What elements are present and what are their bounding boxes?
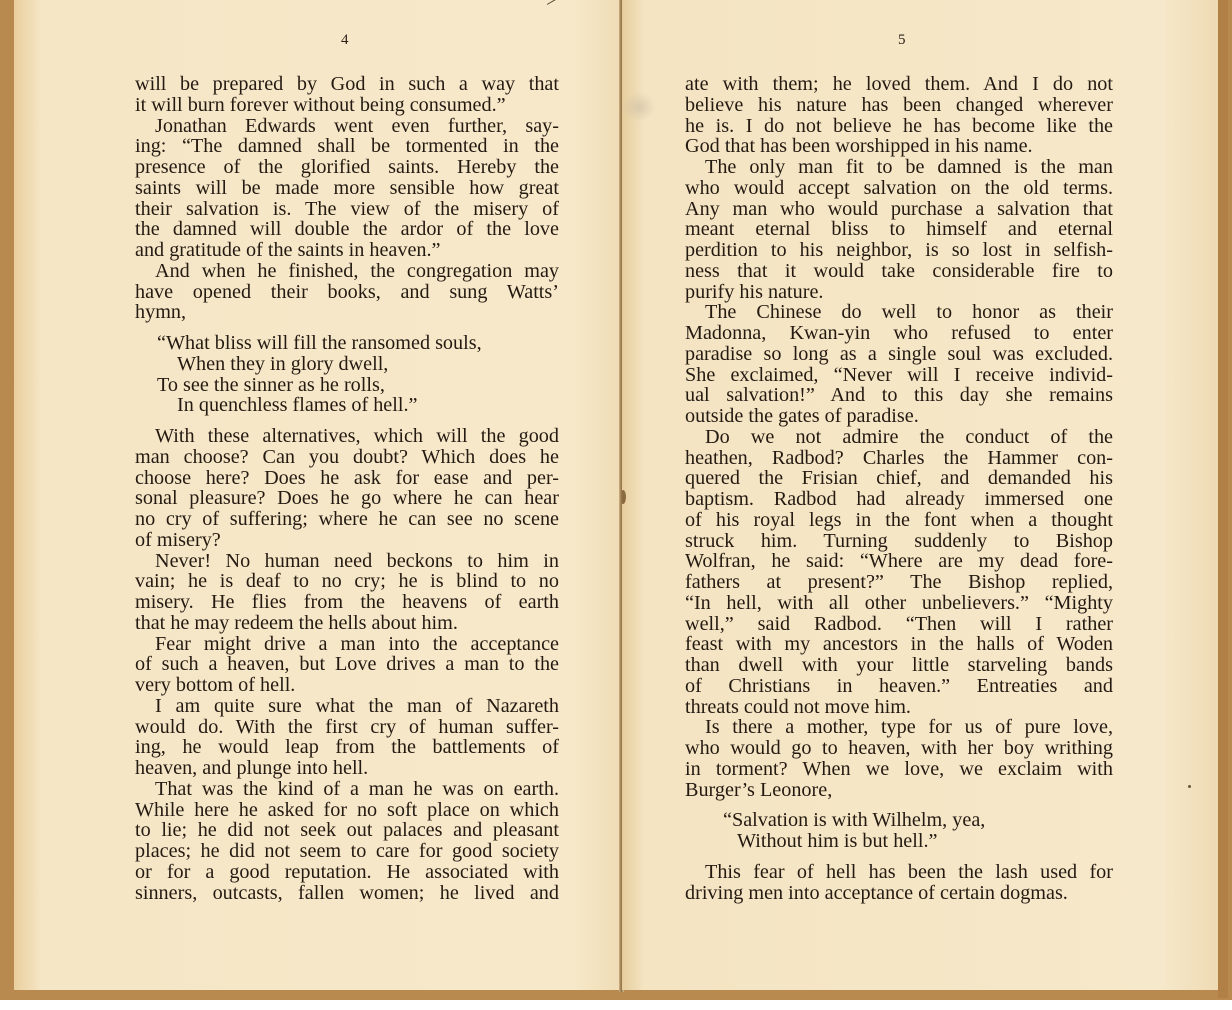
text-line: misery. He flies from the heavens of earth — [135, 591, 559, 613]
text-line: outside the gates of paradise. — [685, 405, 919, 427]
text-line: that he may redeem the hells about him. — [135, 611, 458, 634]
text-line: Fear might drive a man into the acceptance — [155, 632, 559, 655]
text-line: of Christians in heaven.” Entreaties and — [685, 674, 1113, 697]
text-line: driving men into acceptance of certain dogmas. — [685, 881, 1068, 904]
text-line: Madonna, Kwan-yin who refused to enter — [685, 322, 1113, 344]
verse-line: When they in glory dwell, — [177, 352, 389, 375]
text-line: With these alternatives, which will the good — [155, 425, 559, 447]
text-line: Never! No human need beckons to him in — [155, 549, 559, 572]
text-line: purify his nature. — [685, 280, 824, 303]
text-line: in torment? When we love, we exclaim with — [685, 757, 1113, 780]
text-line: I am quite sure what the man of Nazareth — [155, 694, 559, 717]
text-line: and gratitude of the saints in heaven.” — [135, 239, 441, 261]
text-line: it will burn forever without being consumed.” — [135, 93, 506, 116]
text-line: struck him. Turning suddenly to Bishop — [685, 529, 1113, 552]
text-line: hymn, — [135, 301, 187, 324]
text-line: This fear of hell has been the lash used for — [705, 860, 1113, 883]
text-line: no cry of suffering; where he can see no scene — [135, 508, 559, 530]
text-line: saints will be made more sensible how great — [135, 176, 559, 199]
text-line: Jonathan Edwards went even further, say- — [155, 114, 559, 137]
text-line: baptism. Radbod had already immersed one — [685, 488, 1113, 510]
text-line: God that has been worshipped in his name. — [685, 135, 1033, 158]
text-line: their salvation is. The view of the misery of — [135, 197, 559, 220]
text-line: heathen, Radbod? Charles the Hammer con- — [685, 446, 1113, 469]
text-line: well,” said Radbod. “Then will I rather — [685, 612, 1113, 635]
text-line: who would go to heaven, with her boy writhing — [685, 737, 1113, 759]
text-line: to lie; he did not seek out palaces and pleasant — [135, 819, 559, 842]
text-line: Any man who would purchase a salvation that — [685, 197, 1113, 220]
text-line: ing: “The damned shall be tormented in the — [135, 135, 559, 158]
verse-line: To see the sinner as he rolls, — [157, 373, 385, 396]
text-line: Wolfran, he said: “Where are my dead fore- — [685, 550, 1113, 573]
text-line: man choose? Can you doubt? Which does he — [135, 445, 559, 468]
text-line: That was the kind of a man he was on earth. — [155, 777, 559, 800]
text-line: Is there a mother, type for us of pure love, — [705, 716, 1113, 739]
page-edge — [1218, 0, 1228, 998]
verse-line: Without him is but hell.” — [737, 830, 938, 852]
verse-line: In quenchless flames of hell.” — [177, 394, 418, 417]
right-page — [622, 0, 1220, 990]
text-line: he is. I do not believe he has become like the — [685, 114, 1113, 137]
text-line: the damned will double the ardor of the love — [135, 218, 559, 241]
text-line: who would accept salvation on the old terms. — [685, 176, 1113, 199]
left-text-column — [135, 74, 559, 903]
text-line: would do. With the first cry of human suffer- — [135, 715, 559, 738]
text-line: will be prepared by God in such a way that — [135, 73, 559, 95]
text-line: heaven, and plunge into hell. — [135, 757, 369, 779]
text-line: The only man fit to be damned is the man — [705, 156, 1113, 178]
text-line: of his royal legs in the font when a thought — [685, 508, 1113, 531]
hymn-verse — [135, 323, 559, 426]
text-line: Burger’s Leonore, — [685, 778, 833, 801]
text-line: vain; he is deaf to no cry; he is blind to no — [135, 570, 559, 593]
text-line: She exclaimed, “Never will I receive individ- — [685, 363, 1113, 386]
text-line: fathers at present?” The Bishop replied, — [685, 571, 1113, 593]
text-line: quered the Frisian chief, and demanded his — [685, 467, 1113, 490]
text-line: choose here? Does he ask for ease and per- — [135, 466, 559, 489]
verse-line: “What bliss will fill the ransomed souls, — [157, 332, 482, 354]
right-text-column — [685, 74, 1113, 903]
text-line: ing, he would leap from the battlements of — [135, 736, 559, 759]
page-nick — [622, 490, 626, 504]
text-line: or for a good reputation. He associated with — [135, 860, 559, 883]
text-line: meant eternal bliss to himself and eternal — [685, 218, 1113, 241]
left-page — [14, 0, 622, 990]
page-smudge — [622, 92, 656, 122]
text-line: feast with my ancestors in the halls of Woden — [685, 633, 1113, 656]
text-line: “In hell, with all other unbelievers.” “Mighty — [685, 591, 1113, 614]
page-number-right: 5 — [898, 32, 906, 48]
text-line: believe his nature has been changed wherever — [685, 93, 1113, 116]
text-line: very bottom of hell. — [135, 674, 296, 696]
poem-verse — [685, 800, 1113, 862]
text-line: threats could not move him. — [685, 695, 911, 718]
text-line: presence of the glorified saints. Hereby the — [135, 156, 559, 178]
text-line: of misery? — [135, 528, 221, 551]
page-number-left: 4 — [341, 32, 349, 48]
text-line: Do we not admire the conduct of the — [705, 425, 1113, 448]
verse-line: “Salvation is with Wilhelm, yea, — [723, 809, 986, 832]
text-line: perdition to his neighbor, is so lost in selfish- — [685, 239, 1113, 261]
text-line: And when he finished, the congregation may — [155, 259, 559, 282]
text-line: The Chinese do well to honor as their — [705, 301, 1113, 324]
text-line: ate with them; he loved them. And I do not — [685, 73, 1113, 95]
text-line: ual salvation!” And to this day she remains — [685, 384, 1113, 407]
text-line: have opened their books, and sung Watts’ — [135, 280, 559, 303]
text-line: ness that it would take considerable fire to — [685, 259, 1113, 282]
text-line: places; he did not seem to care for good society — [135, 840, 559, 862]
text-line: sinners, outcasts, fallen women; he lived and — [135, 881, 559, 904]
page-speck — [1188, 785, 1191, 788]
text-line: paradise so long as a single soul was excluded. — [685, 342, 1113, 365]
text-line: sonal pleasure? Does he go where he can hear — [135, 487, 559, 510]
text-line: than dwell with your little starveling bands — [685, 654, 1113, 676]
text-line: of such a heaven, but Love drives a man to the — [135, 653, 559, 676]
pencil-mark — [547, 0, 568, 5]
text-line: While here he asked for no soft place on which — [135, 798, 559, 821]
